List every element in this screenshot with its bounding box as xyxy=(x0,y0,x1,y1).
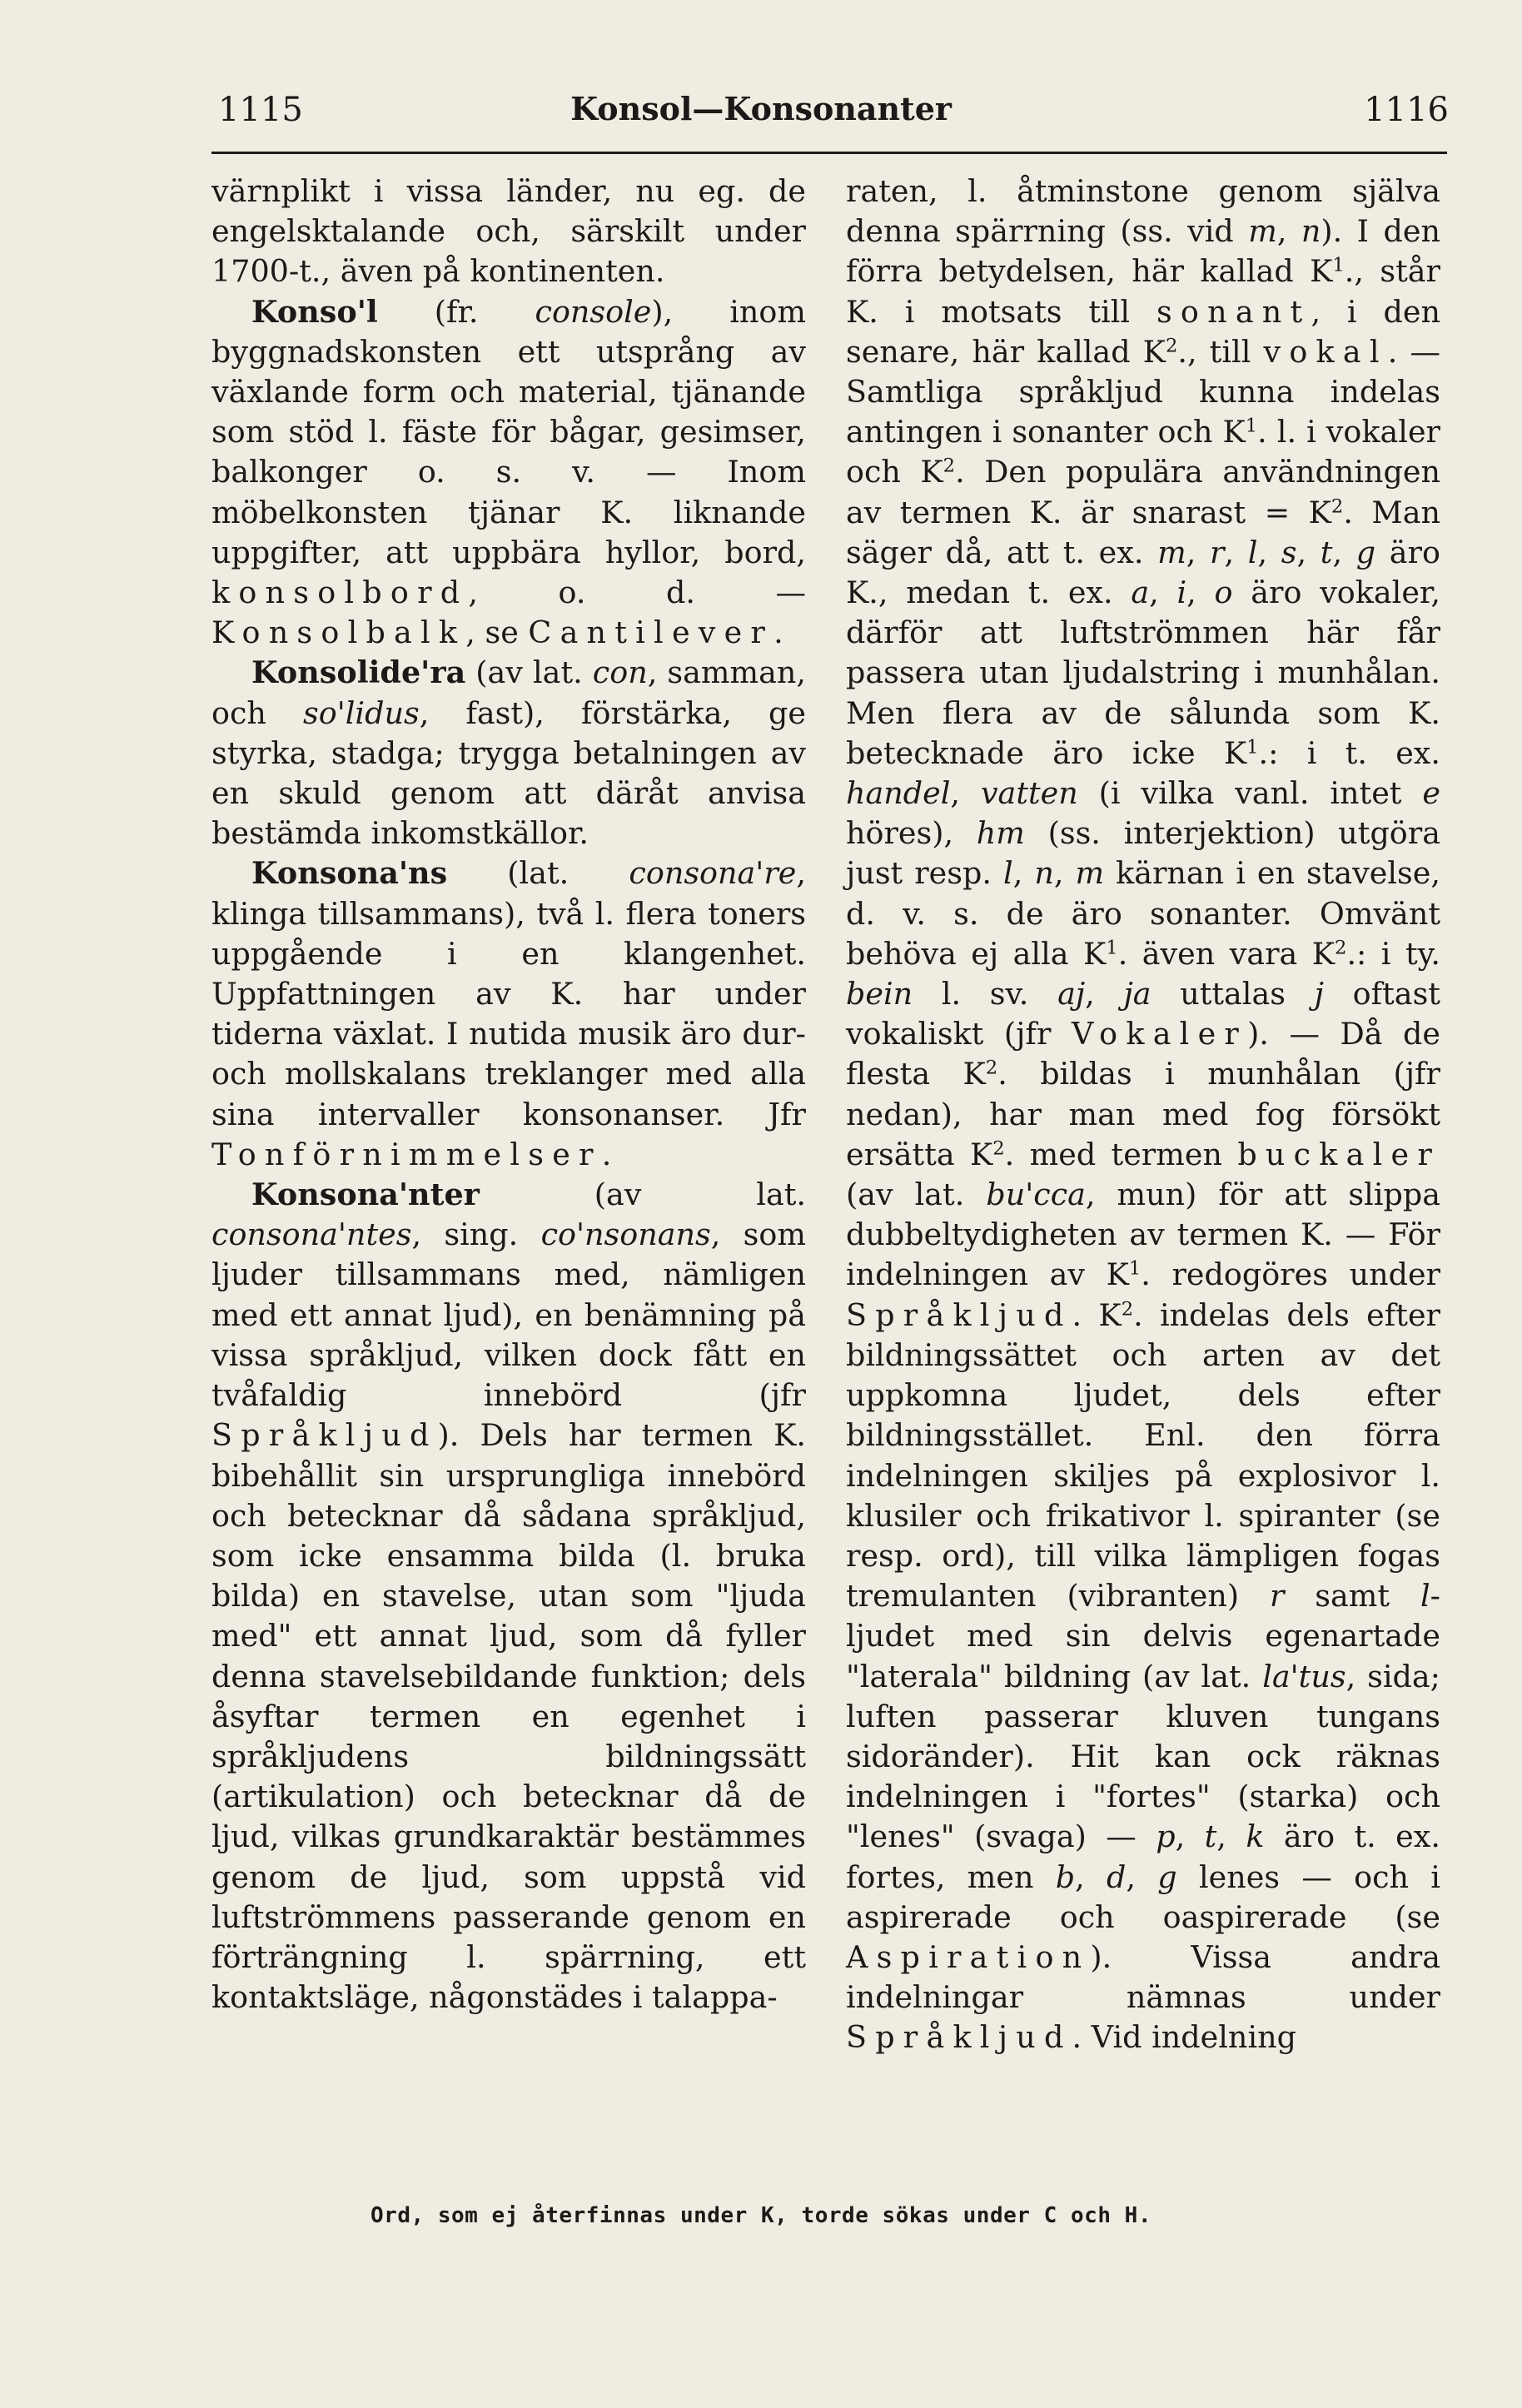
page-number-left: 1115 xyxy=(218,91,303,129)
headword: Konsolide'ra xyxy=(251,654,466,691)
cross-reference: Tonförnimmelser xyxy=(211,1136,602,1172)
entry-konsolidera: Konsolide'ra (av lat. con, samman, och so'lidus, fast), förstärka, ge styrka, stadga; trygga betalningen av en skuld genom att däråt anvisa bestämda inkomstkällor. xyxy=(211,654,806,852)
headword: Konsona'ns xyxy=(251,855,448,892)
left-column xyxy=(211,172,806,2017)
entry-konsonans: Konsona'ns (lat. consona're, klinga tillsammans), två l. flera toners uppgående i en klangenhet. Uppfattningen av K. har under tiderna växlat. I nutida musik äro dur- och mollskalans treklanger med alla sina intervaller konsonanser. Jfr Tonförnimmelser. xyxy=(211,855,806,1172)
headword: Konso'l xyxy=(251,293,378,330)
headword: Konsona'nter xyxy=(251,1177,480,1213)
page-number-right: 1116 xyxy=(1364,91,1449,129)
header-rule xyxy=(211,152,1447,154)
page-footer-note: Ord, som ej återfinnas under K, torde sökas under C och H. xyxy=(370,2203,1152,2228)
entry-konsol: Konso'l (fr. console), inom byggnadskonsten ett utsprång av växlande form och material, tjänande som stöd l. fäste för bågar, gesimser, balkonger o. s. v. — Inom möbelkonsten tjänar K. liknande uppgifter, att uppbära hyllor, bord, konsolbord, o. d. — Konsolbalk, se Cantilever. xyxy=(211,293,806,651)
cross-reference: Språkljud xyxy=(211,1417,438,1454)
cross-reference: Cantilever xyxy=(528,614,774,651)
running-head: Konsol—Konsonanter xyxy=(570,90,952,127)
entry-konsonanter: Konsona'nter (av lat. consona'ntes, sing. co'nsonans, som ljuder tillsammans med, nämligen med ett annat ljud), en benämning på vissa språkljud, vilken dock fått en tvåfaldig innebörd (jfr Språkljud). Dels har termen K. bibehållit sin ursprungliga innebörd och betecknar då sådana språkljud, som icke ensamma bilda (l. bruka bilda) en stavelse, utan som "ljuda med" ett annat ljud, som då fyller denna stavelsebildande funktion; dels åsyftar termen en egenhet i språkljudens bildningssätt (artikulation) och betecknar då de ljud, vilkas grundkaraktär bestämmes genom de ljud, som uppstå vid luftströmmens passerande genom en förträngning l. spärrning, ett kontaktsläge, någonstädes i talappa- xyxy=(211,1177,806,2016)
entry-konsonanter-continued: raten, l. åtminstone genom själva denna spärrning (ss. vid m, n). I den förra betydelsen, här kallad $K^1$., står K. i motsats till sonant, i den senare, här kallad $K^2$., till vokal. — Samtliga språkljud kunna indelas antingen i sonanter och $K^1$. l. i vokaler och $K^2$. Den populära användningen av termen K. är snarast = $K^2$. Man säger då, att t. ex. m, r, l, s, t, g äro K., medan t. ex. a, i, o äro vokaler, därför att luftströmmen här får passera utan ljudalstring i munhålan. Men flera av de sålunda som K. betecknade äro icke $K^1$.: i t. ex. handel, vatten (i vilka vanl. intet e höres), hm (ss. interjektion) utgöra just resp. l, n, m kärnan i en stavelse, d. v. s. de äro sonanter. Omvänt behöva ej alla $K^1$. även vara $K^2$.: i ty. bein l. sv. aj, ja uttalas j oftast vokaliskt (jfr Vokaler). — Då de flesta $K^2$. bildas i munhålan (jfr nedan), har man med fog försökt ersätta $K^2$. med termen buckaler (av lat. bu'cca, mun) för att slippa dubbeltydigheten av termen K. — För indelningen av $K^1$. redogöres under Språkljud. $K^2$. indelas dels efter bildningssättet och arten av det uppkomna ljudet, dels efter bildningsstället. Enl. den förra indelningen skiljes på explosivor l. klusiler och frikativor l. spiranter (se resp. ord), till vilka lämpligen fogas tremulanten (vibranten) r samt l-ljudet med sin delvis egenartade "laterala" bildning (av lat. la'tus, sida; luften passerar kluven tungans sidoränder). Hit kan ock räknas indelningen i "fortes" (starka) och "lenes" (svaga) — p, t, k äro t. ex. fortes, men b, d, g lenes — och i aspirerade och oaspirerade (se Aspiration). Vissa andra indelningar nämnas under Språkljud. Vid indelning xyxy=(846,173,1441,2056)
cross-term: Konsolbalk xyxy=(211,614,466,651)
right-column xyxy=(846,172,1440,2058)
cross-term: konsolbord xyxy=(211,575,469,611)
continued-paragraph: värnplikt i vissa länder, nu eg. de engelsktalande och, särskilt under 1700-t., även på kontinenten. xyxy=(211,173,806,290)
